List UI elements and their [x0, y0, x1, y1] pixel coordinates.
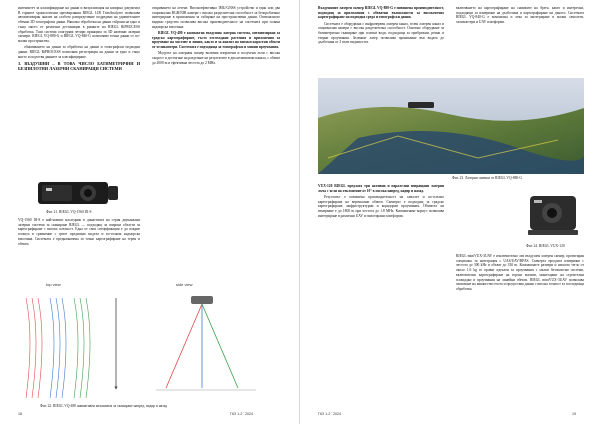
paragraph: RIEGL miniVUX-3UAV е изключително лек въздушен лазерен скенер, проектиран специално за интеграция с UAS/UAV/RPAS. Скенерът предлага измерване с честота до 300 kHz и обхват до 330 m. Компактните размери и ниското тегло от около 1.6 kg го правят идеален за проучвания с малки безпилотни системи, включително картографиране на горски масиви, мониторинг на строителни площадки и проучвания на линейни обекти. RIEGL miniVUX-3UAV позволява записване на множество ехота и предоставя данни с висока точност за последваща обработка. — [456, 254, 584, 291]
figure-22 — [16, 278, 284, 402]
paragraph: Модулът на лазерния скенер включва изпратени и получени лъчи с висока скорост и достигане на разделяне на резултатите в два независими канала, с обхват до 2000 m и ефективна честота до 2 MHz. — [152, 51, 280, 65]
right-column-3 — [318, 184, 444, 220]
scan-pattern-diagram — [16, 278, 284, 402]
section-heading: 3. ВЪЗДУШНИ – В ТОВА ЧИСЛО БАТИМЕТРИЧНИ И БЕЗПИЛОТНИ ЛАЗЕРНИ СКАНИРАЩИ СИСТЕМИ — [18, 60, 140, 71]
paragraph: VUX-120 RIEGL предлага три активни и паралелни изпращани лазерни лъча с ъгли на отклонение от 10° в посока напред, надир и назад. — [318, 184, 444, 193]
right-column-1 — [318, 6, 444, 47]
aerial-pointcloud-image — [318, 78, 584, 174]
right-page — [300, 0, 600, 424]
left-column-1 — [18, 6, 140, 73]
top-view-label: top view — [46, 282, 61, 287]
paragraph: обновяването на данни за обработка на данни и топографски подводни данни. RIEGL RiPROCESS позволява регистрация на данни за едно и също място и подготвя данните за класифициране. — [18, 45, 140, 59]
paragraph: включването на картографиране на снимките на брега, както и интересни, подходящи за измерване на дълбочина и картографиране на дъното. Системата RIEGL VQ-840-G е компактна и лека за интегриране в малки самолети, хеликоптери и UAV платформи. — [456, 6, 584, 25]
figure-23 — [318, 78, 584, 174]
left-column-1-bottom — [18, 218, 140, 248]
paragraph: Резултатът е повишена производителност на самолет и по-плътно картографиране на вертикални обекти. Скенерът е подходящ за градско картографиране, инфраструктурни и коридорни проучвания. Обхватът на измерване е до 1800 m при честота до 1.8 MHz. Компактният корпус позволява интегриране в различни UAV и пилотирани платформи. — [318, 194, 444, 218]
page-number: 18 — [18, 412, 22, 416]
page-number: 19 — [572, 412, 576, 416]
paragraph: VQ-1560 III-S е най-новият наследник в династията на серия двуканални лазерни системи за сканиране RIEGL — подходящ за широки области за картографиране с висока плътност. Една от своя спецификация е да покрие площта в сравнение с трите предишни модела и по-голяма надморска височина. Системата е предназначена за точно картографиране на терен и обекти. — [18, 218, 140, 246]
right-column-4 — [456, 254, 584, 293]
journal-name: ГКЗ 1-2 ' 2024 — [318, 412, 342, 416]
figure-21 — [32, 176, 124, 210]
figure-24 — [522, 186, 584, 242]
paragraph: откриването на летене. Високоефективно IMU/GNSS устройство и един или два опционални RGB/NIR камери с висока разделителна способност за безпроблемно интегриране в приложения за събиране на пространствени данни. Оптималното видимо средство позволява висока производителност на системата при голяма надморска височина. — [152, 6, 280, 29]
figure-22-caption: Фиг. 22. RIEGL VQ-480 анимативен механизъм за сканиране напред, надир и назад — [40, 404, 168, 408]
figure-21-caption: Фиг. 21. RIEGL VQ-1560 III-S — [46, 210, 92, 214]
scanner-image — [32, 176, 124, 210]
figure-23-caption: Фиг. 23. Лазерни снимки от RIEGL VQ-880-G — [452, 176, 522, 180]
paragraph: интензитет за класифициране на данни и визуализация на копирна документа В горните хронологични прехвърляния RIEGL LIB TrimAnalyzer позволява автоматизиран анализ на слабото разпределение подредени на удивителните обемни 3D топографски данни. Няколко обработки на данни събрани на едно и също място от различни дестинации в рамките на RIEGL RiPROCESS обработка. Тази система осигурява четири принципа за 3D наземни лазерни скенери. RIEGL VQ-880-G и RIEGL VQ-840-G позволяват точни данни от по-малки пространства. — [18, 6, 140, 43]
left-column-2 — [152, 6, 280, 67]
paragraph: Системата е оборудвана с инфрачервен лазерен канал, зелен лазерен канал и опционални камери с висока разделителна способност. Основно оборудване за батиметрично сканиране при плитки води, подходяща за прибрежни, речни и езерни проучвания. Зеленият лазер позволява проникване във водата до дълбочина от 2 пъти видимостта. — [318, 21, 444, 45]
vux-120-image — [522, 186, 584, 242]
paragraph: RIEGL VQ-480 е компактна въздушна лазерна система, оптимизирана за градско картографиране, гъсто отглеждани растения и приложения за проучване на мостове и линии, както и за анализ на високоскоростни обекти от хеликоптери. Системата е подходяща за топографски и минни проучвания. — [152, 31, 280, 50]
figure-24-caption: Фиг. 24. RIEGL VUX-120 — [526, 244, 565, 248]
right-column-2 — [456, 6, 584, 26]
side-view-label: side view — [176, 282, 193, 287]
paragraph: Въздушният лазерен скенер RIEGL VQ-880-G е повишена производителност, подходящ за приложения с обхватни възможности за високоточно картографиране на подводна среда и топографски данни. — [318, 6, 444, 20]
journal-name: ГКЗ 1-2 ' 2024 — [230, 412, 254, 416]
